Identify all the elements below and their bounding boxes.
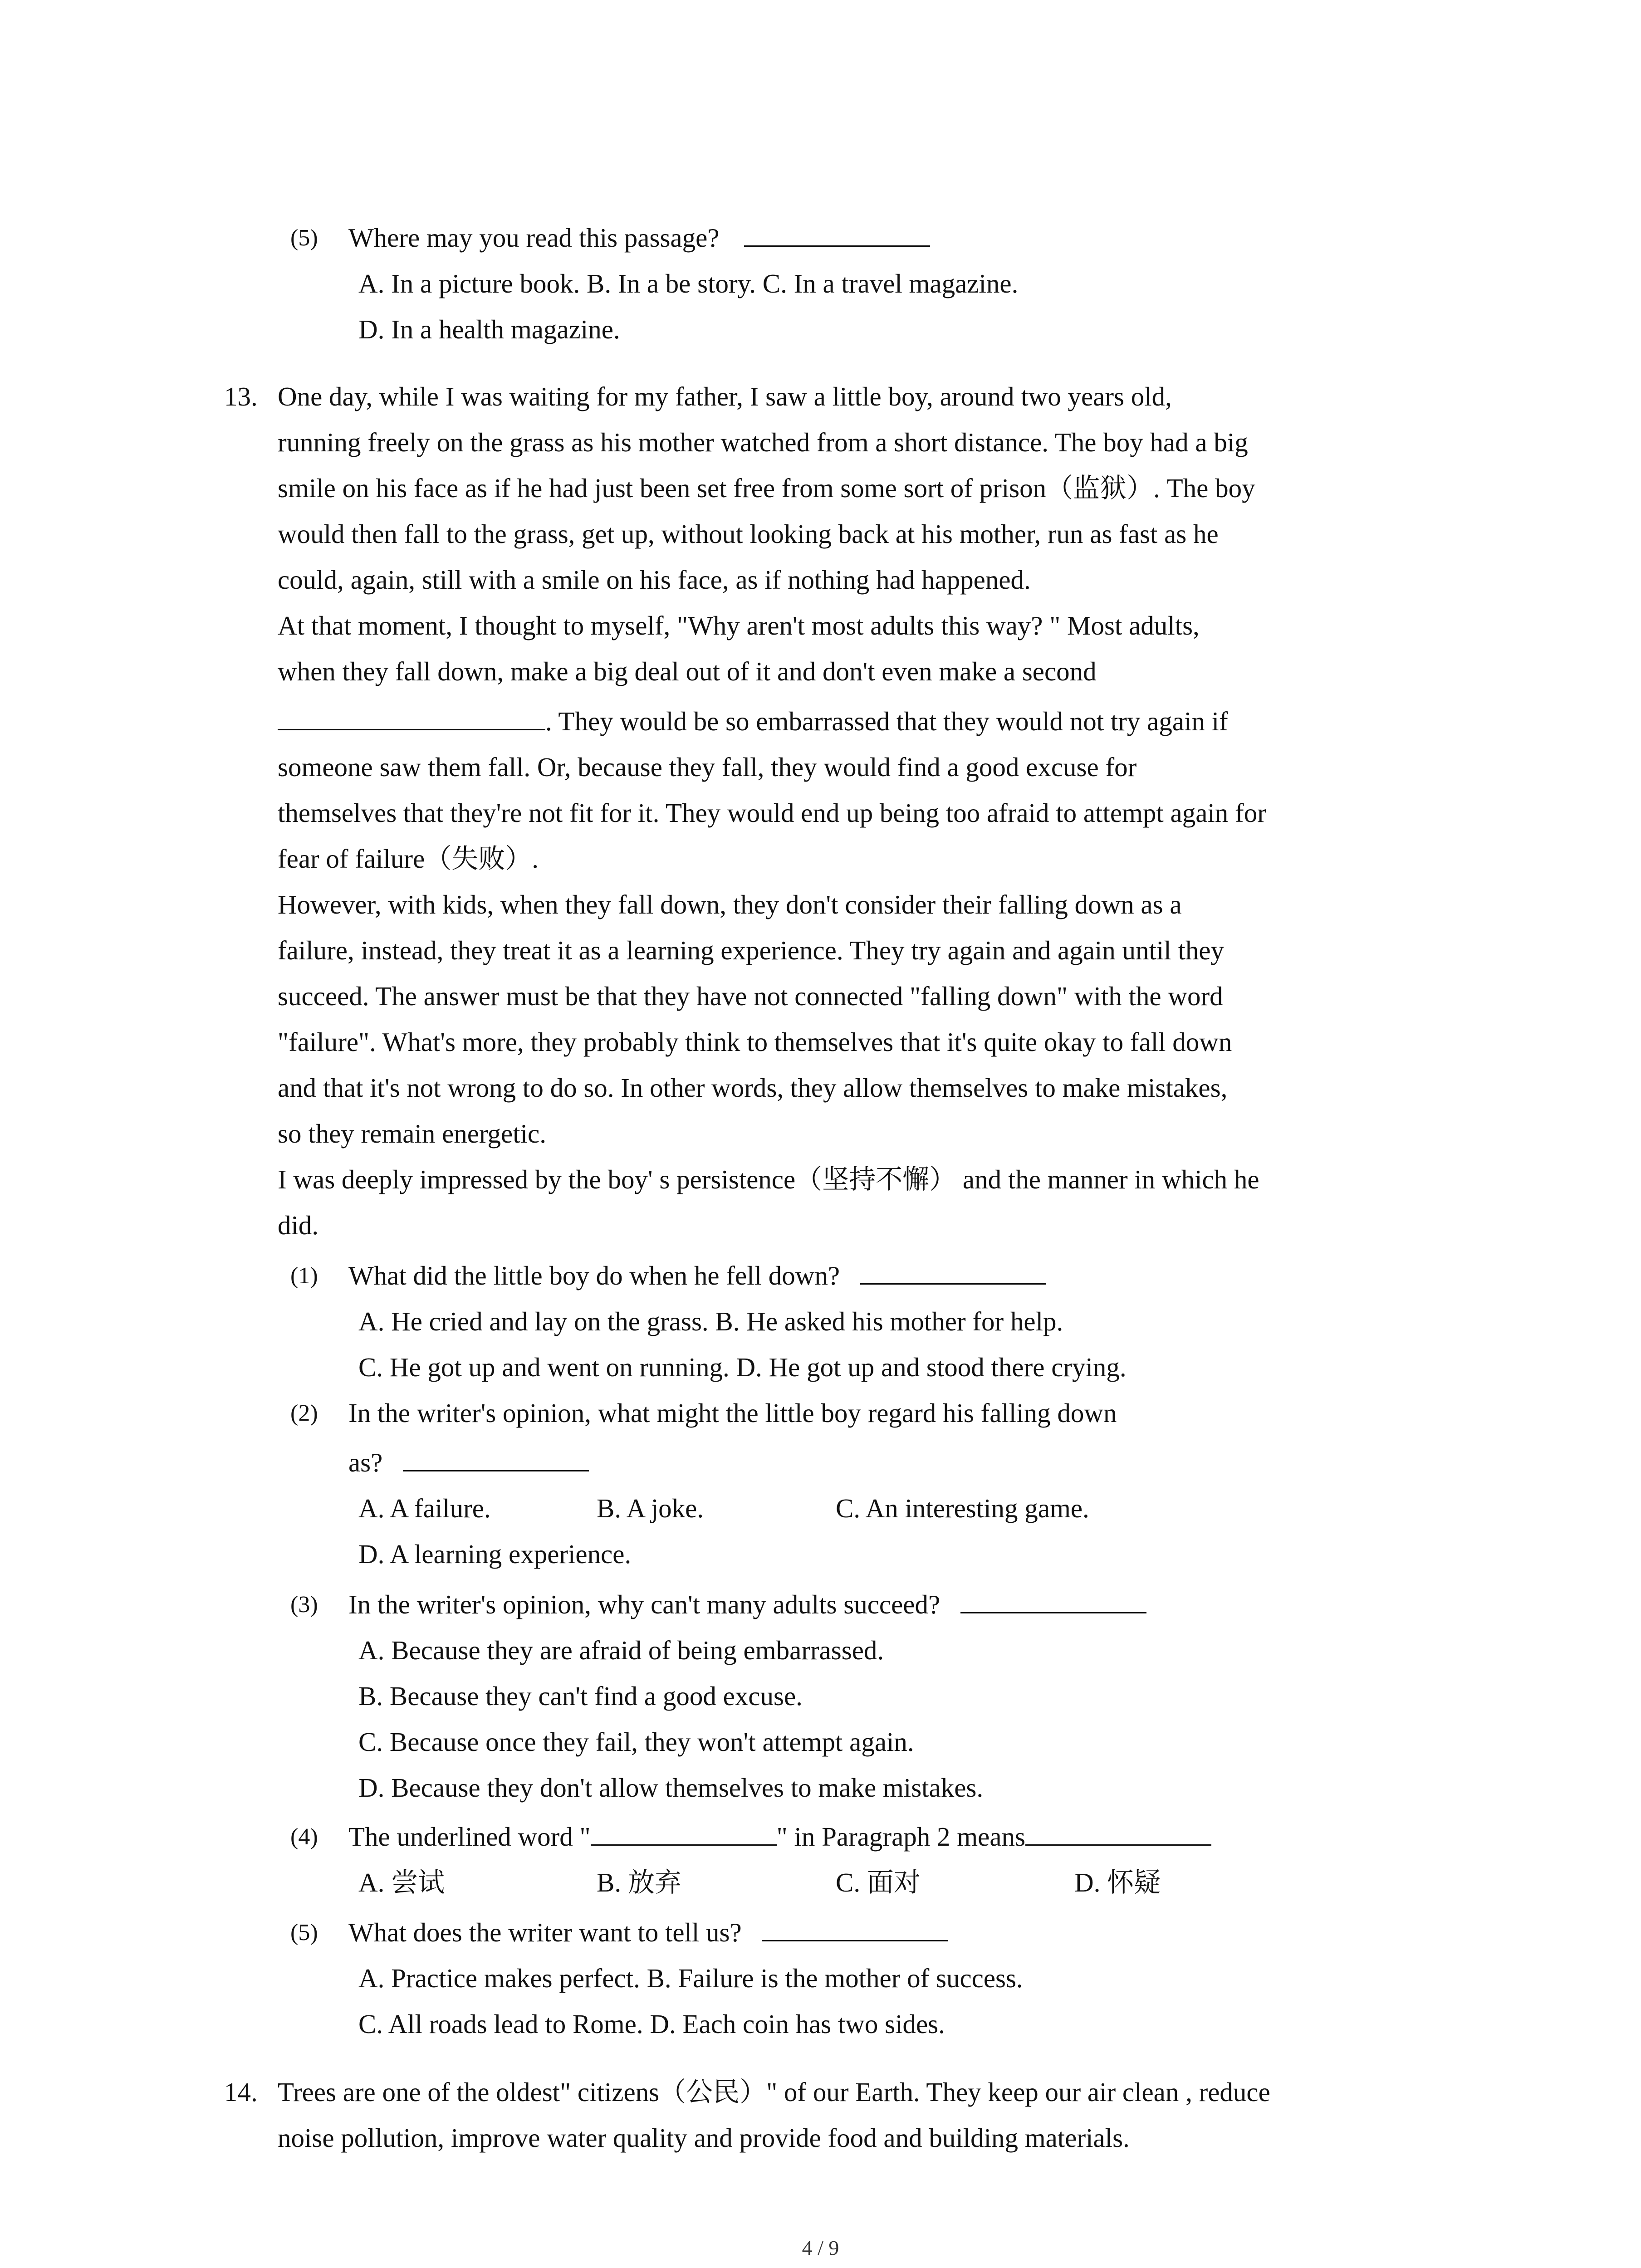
q14-passage-line: Trees are one of the oldest" citizens（公民）" of our Earth. They keep our air clean , reduce xyxy=(278,2077,1270,2107)
q13-sub3-number: (3) xyxy=(290,1592,318,1618)
q13-sub4-question xyxy=(348,1814,1211,1860)
q13-passage-line: themselves that they're not fit for it. They would end up being too afraid to attempt again for xyxy=(278,798,1266,828)
q13-passage-line: running freely on the grass as his mother watched from a short distance. The boy had a big xyxy=(278,427,1248,457)
q13-passage-line: succeed. The answer must be that they have not connected "falling down" with the word xyxy=(278,981,1223,1011)
q13-sub5-number: (5) xyxy=(290,1920,318,1945)
passage-blank[interactable] xyxy=(278,728,545,730)
q13-passage-line: did. xyxy=(278,1210,319,1240)
q13-sub2-option-a: A. A failure. xyxy=(358,1493,491,1523)
q13-sub5-options: C. All roads lead to Rome. D. Each coin has two sides. xyxy=(358,2009,945,2039)
q13-sub3-question-text: In the writer's opinion, why can't many adults succeed? xyxy=(348,1589,941,1619)
q13-sub4-option-d: D. 怀疑 xyxy=(1074,1867,1161,1897)
q13-sub5-question xyxy=(348,1910,948,1955)
q12-sub5-number: (5) xyxy=(290,225,318,251)
answer-blank[interactable] xyxy=(762,1940,948,1941)
q13-sub4-option-b: B. 放弃 xyxy=(597,1867,681,1897)
q13-sub2-question: In the writer's opinion, what might the little boy regard his falling down xyxy=(348,1398,1117,1428)
q13-passage-line: and that it's not wrong to do so. In other words, they allow themselves to make mistakes, xyxy=(278,1073,1228,1103)
q13-passage-line: I was deeply impressed by the boy' s persistence（坚持不懈） and the manner in which he xyxy=(278,1164,1259,1194)
answer-blank[interactable] xyxy=(960,1612,1146,1613)
q13-sub1-options: C. He got up and went on running. D. He got up and stood there crying. xyxy=(358,1352,1127,1382)
q13-sub3-question xyxy=(348,1582,1146,1628)
q13-sub3-option: A. Because they are afraid of being embarrassed. xyxy=(358,1635,884,1665)
q13-passage-line: smile on his face as if he had just been set free from some sort of prison（监狱）. The boy xyxy=(278,473,1255,503)
q13-sub4-text-a: The underlined word " xyxy=(348,1822,591,1852)
answer-blank[interactable] xyxy=(403,1470,589,1471)
q12-sub5-question xyxy=(348,215,930,261)
q13-sub4-option-c: C. 面对 xyxy=(836,1867,921,1897)
q13-sub2-option-c: C. An interesting game. xyxy=(836,1493,1089,1523)
q13-passage-line: so they remain energetic. xyxy=(278,1119,546,1149)
q13-passage-line: could, again, still with a smile on his face, as if nothing had happened. xyxy=(278,565,1031,595)
q13-sub2-number: (2) xyxy=(290,1400,318,1426)
q13-passage-after-blank: . They would be so embarrassed that they would not try again if xyxy=(545,706,1228,736)
q13-sub1-question xyxy=(348,1253,1046,1299)
q13-sub2-question-text2: as? xyxy=(348,1447,383,1477)
q13-sub5-question-text: What does the writer want to tell us? xyxy=(348,1917,742,1947)
answer-blank[interactable] xyxy=(860,1283,1046,1285)
q13-sub3-option: C. Because once they fail, they won't attempt again. xyxy=(358,1727,914,1757)
q14-passage-line: noise pollution, improve water quality and provide food and building materials. xyxy=(278,2123,1130,2153)
q13-sub4-number: (4) xyxy=(290,1824,318,1850)
q13-sub2-question-cont xyxy=(348,1440,589,1486)
q12-sub5-question-text: Where may you read this passage? xyxy=(348,223,720,253)
q13-number: 13. xyxy=(224,381,258,411)
q13-passage-line: At that moment, I thought to myself, "Why aren't most adults this way? " Most adults, xyxy=(278,611,1200,640)
q13-passage-blank-line xyxy=(278,699,1228,744)
q13-sub2-option-d: D. A learning experience. xyxy=(358,1539,632,1569)
q13-sub2-option-b: B. A joke. xyxy=(597,1493,704,1523)
q13-sub1-options: A. He cried and lay on the grass. B. He asked his mother for help. xyxy=(358,1306,1063,1336)
q13-passage-line: would then fall to the grass, get up, without looking back at his mother, run as fast as he xyxy=(278,519,1219,549)
q13-sub5-options: A. Practice makes perfect. B. Failure is the mother of success. xyxy=(358,1963,1023,1993)
page-number: 4 / 9 xyxy=(802,2236,839,2259)
q12-sub5-options-1: A. In a picture book. B. In a be story. C. In a travel magazine. xyxy=(358,269,1019,298)
q13-passage-line: when they fall down, make a big deal out of it and don't even make a second xyxy=(278,656,1097,686)
underlined-word-blank[interactable] xyxy=(591,1844,777,1846)
answer-blank[interactable] xyxy=(1025,1844,1211,1846)
q13-passage-line: One day, while I was waiting for my father, I saw a little boy, around two years old, xyxy=(278,381,1172,411)
q13-sub3-option: B. Because they can't find a good excuse. xyxy=(358,1681,803,1711)
q13-sub1-number: (1) xyxy=(290,1263,318,1289)
answer-blank[interactable] xyxy=(744,245,930,247)
q13-passage-line: someone saw them fall. Or, because they fall, they would find a good excuse for xyxy=(278,752,1137,782)
q13-sub4-option-a: A. 尝试 xyxy=(358,1867,445,1897)
q13-sub1-question-text: What did the little boy do when he fell down? xyxy=(348,1261,840,1290)
q12-sub5-options-2: D. In a health magazine. xyxy=(358,314,620,344)
q13-sub4-text-b: " in Paragraph 2 means xyxy=(776,1822,1025,1852)
q13-passage-line: However, with kids, when they fall down, they don't consider their falling down as a xyxy=(278,890,1182,919)
q13-passage-line: "failure". What's more, they probably think to themselves that it's quite okay to fall down xyxy=(278,1027,1232,1057)
q13-passage-line: fear of failure（失败）. xyxy=(278,844,539,874)
q13-passage-line: failure, instead, they treat it as a learning experience. They try again and again until they xyxy=(278,935,1225,965)
q13-sub3-option: D. Because they don't allow themselves to make mistakes. xyxy=(358,1773,984,1803)
q14-number: 14. xyxy=(224,2077,258,2107)
